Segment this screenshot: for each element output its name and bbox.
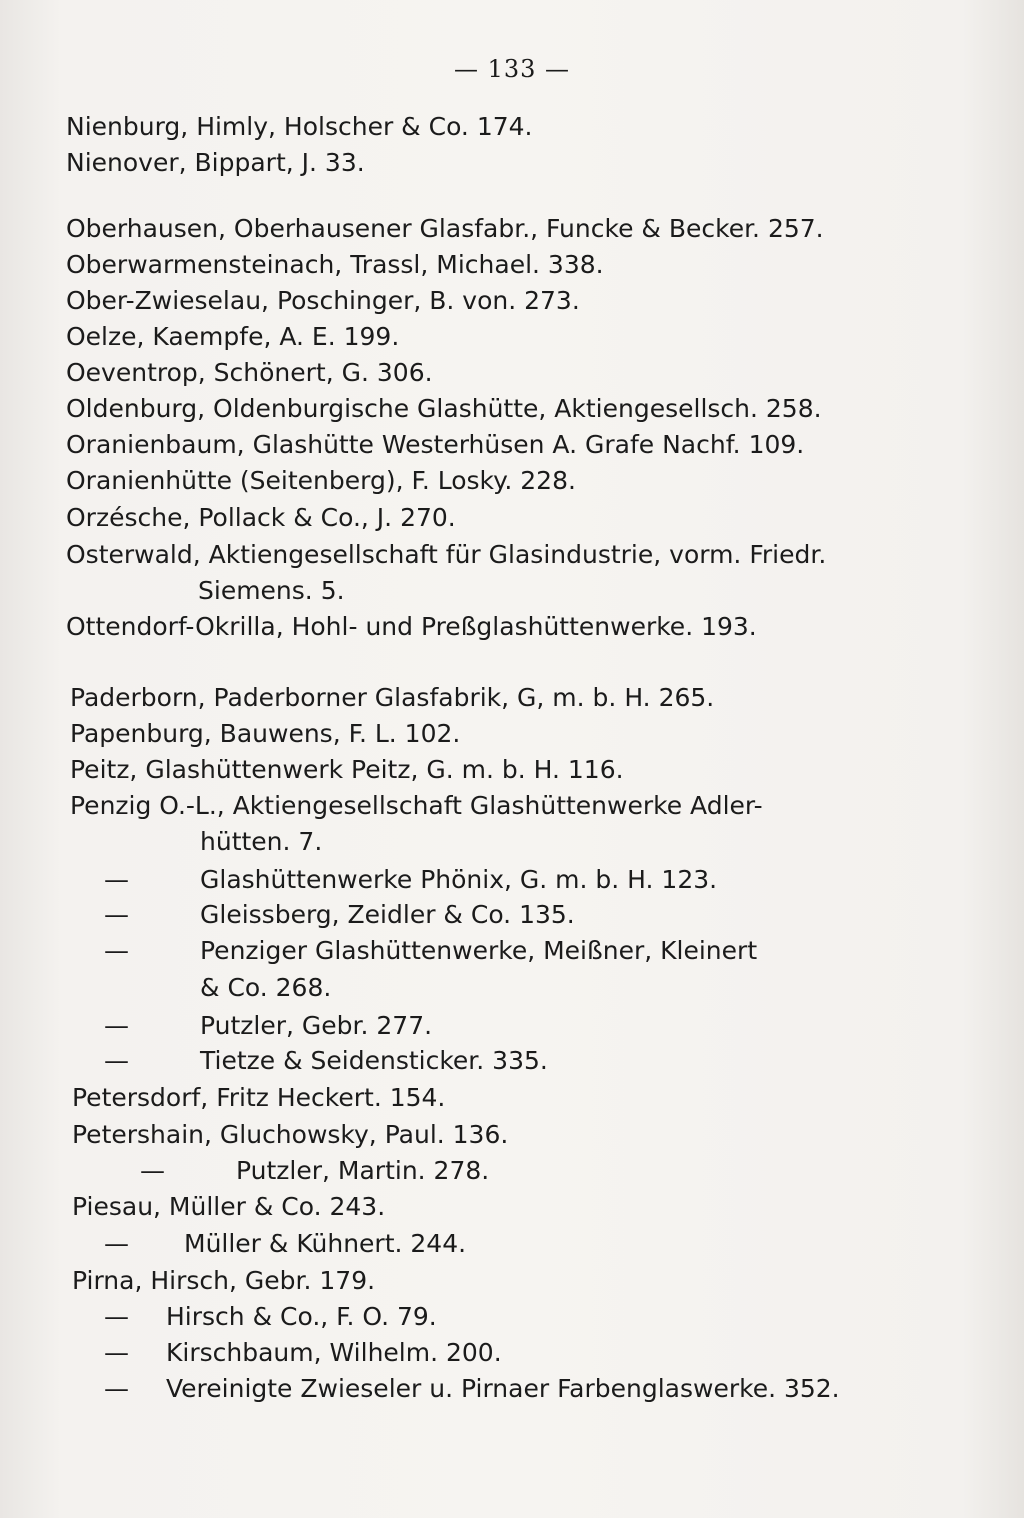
entry-penzig-continuation: hütten. 7. (200, 827, 323, 856)
entry-penzig-gleissberg: Gleissberg, Zeidler & Co. 135. (200, 900, 575, 929)
ditto-dash: — (140, 1156, 165, 1185)
ditto-dash: — (104, 900, 129, 929)
entry-oberwarmensteinach: Oberwarmensteinach, Trassl, Michael. 338. (66, 250, 604, 279)
entry-petershain: Petershain, Gluchowsky, Paul. 136. (72, 1120, 509, 1149)
entry-piesau-mueller-kuehnert: Müller & Kühnert. 244. (184, 1229, 467, 1258)
ditto-dash: — (104, 1302, 129, 1331)
entry-nienover: Nienover, Bippart, J. 33. (66, 148, 365, 177)
entry-penzig-penziger-continuation: & Co. 268. (200, 973, 332, 1002)
entry-oldenburg: Oldenburg, Oldenburgische Glashütte, Aktiengesellsch. 258. (66, 394, 822, 423)
entry-oranienbaum: Oranienbaum, Glashütte Westerhüsen A. Grafe Nachf. 109. (66, 430, 805, 459)
entry-penzig: Penzig O.-L., Aktiengesellschaft Glashüttenwerke Adler- (70, 791, 763, 820)
entry-paderborn: Paderborn, Paderborner Glasfabrik, G, m. b. H. 265. (70, 683, 715, 712)
ditto-dash: — (104, 1229, 129, 1258)
entry-oranienhuette: Oranienhütte (Seitenberg), F. Losky. 228. (66, 466, 576, 495)
entry-osterwald: Osterwald, Aktiengesellschaft für Glasindustrie, vorm. Friedr. (66, 540, 827, 569)
entry-nienburg: Nienburg, Himly, Holscher & Co. 174. (66, 112, 533, 141)
ditto-dash: — (104, 936, 129, 965)
entry-penzig-putzler: Putzler, Gebr. 277. (200, 1011, 433, 1040)
ditto-dash: — (104, 1338, 129, 1367)
page-number: — 133 — (453, 55, 571, 83)
ditto-dash: — (104, 865, 129, 894)
entry-papenburg: Papenburg, Bauwens, F. L. 102. (70, 719, 461, 748)
entry-oeventrop: Oeventrop, Schönert, G. 306. (66, 358, 433, 387)
entry-pirna: Pirna, Hirsch, Gebr. 179. (72, 1266, 376, 1295)
entry-oberhausen: Oberhausen, Oberhausener Glasfabr., Funcke & Becker. 257. (66, 214, 824, 243)
entry-ober-zwieselau: Ober-Zwieselau, Poschinger, B. von. 273. (66, 286, 580, 315)
entry-piesau: Piesau, Müller & Co. 243. (72, 1192, 386, 1221)
entry-pirna-vereinigte: Vereinigte Zwieseler u. Pirnaer Farbenglaswerke. 352. (166, 1374, 840, 1403)
entry-petersdorf: Petersdorf, Fritz Heckert. 154. (72, 1083, 446, 1112)
entry-ottendorf-okrilla: Ottendorf-Okrilla, Hohl- und Preßglashüttenwerke. 193. (66, 612, 757, 641)
entry-petershain-putzler: Putzler, Martin. 278. (236, 1156, 490, 1185)
entry-orzesche: Orzésche, Pollack & Co., J. 270. (66, 503, 456, 532)
entry-penzig-phoenix: Glashüttenwerke Phönix, G. m. b. H. 123. (200, 865, 718, 894)
entry-pirna-hirsch: Hirsch & Co., F. O. 79. (166, 1302, 437, 1331)
entry-penzig-tietze: Tietze & Seidensticker. 335. (200, 1046, 548, 1075)
entry-osterwald-continuation: Siemens. 5. (198, 576, 345, 605)
entry-pirna-kirschbaum: Kirschbaum, Wilhelm. 200. (166, 1338, 502, 1367)
ditto-dash: — (104, 1374, 129, 1403)
ditto-dash: — (104, 1011, 129, 1040)
entry-penzig-penziger: Penziger Glashüttenwerke, Meißner, Kleinert (200, 936, 758, 965)
ditto-dash: — (104, 1046, 129, 1075)
entry-peitz: Peitz, Glashüttenwerk Peitz, G. m. b. H. 116. (70, 755, 624, 784)
entry-oelze: Oelze, Kaempfe, A. E. 199. (66, 322, 400, 351)
